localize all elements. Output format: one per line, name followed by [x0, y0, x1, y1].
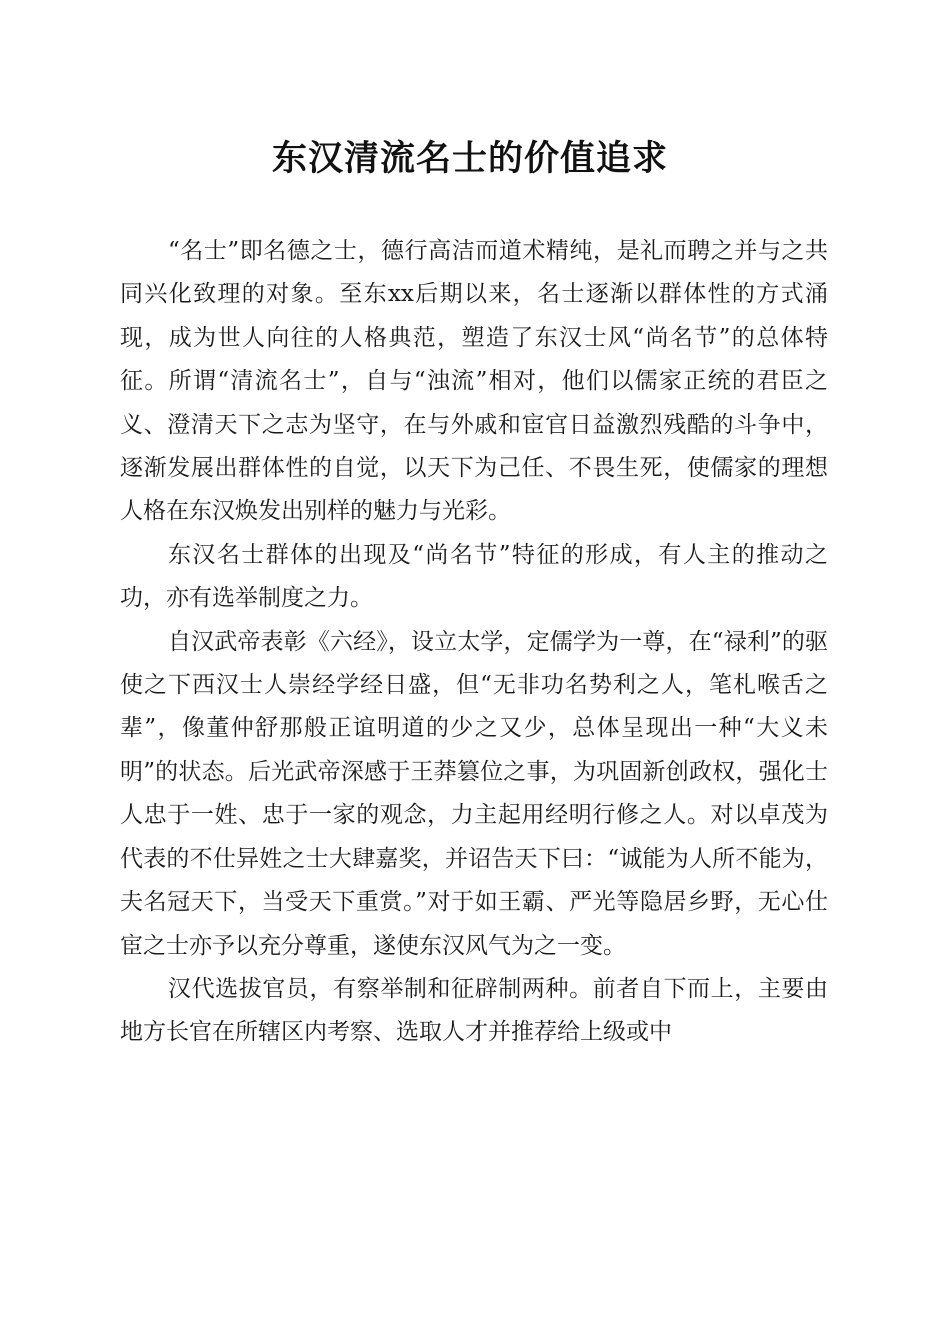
document-title: 东汉清流名士的价值追求 [271, 138, 668, 179]
paragraph: 自汉武帝表彰《六经》，设立太学，定儒学为一尊，在“禄利”的驱使之下西汉士人崇经学经日盛，但“无非功名势利之人，笔札喉舌之辈”，像董仲舒那般正谊明道的少之又少，总体呈现出一种“大义未明”的状态。后光武帝深感于王莽篡位之事，为巩固新创政权，强化士人忠于一姓、忠于一家的观念，力主起用经明行修之人。对以卓茂为代表的不仕异姓之士大肆嘉奖，并诏告天下曰：“诚能为人所不能为，夫名冠天下，当受天下重赏。”对于如王霸、严光等隐居乡野，无心仕宦之士亦予以充分尊重，遂使东汉风气为之一变。 [120, 628, 828, 959]
paragraph: 东汉名士群体的出现及“尚名节”特征的形成，有人主的推动之功，亦有选举制度之力。 [120, 541, 828, 612]
paragraph: 汉代选拔官员，有察举制和征辟制两种。前者自下而上，主要由地方长官在所辖区内考察、选取人才并推荐给上级或中 [120, 975, 828, 1046]
paragraph: “名士”即名德之士，德行高洁而道术精纯，是礼而聘之并与之共同兴化致理的对象。至东xx后期以来，名士逐渐以群体性的方式涌现，成为世人向往的人格典范，塑造了东汉士风“尚名节”的总体特征。所谓“清流名士”，自与“浊流”相对，他们以儒家正统的君臣之义、澄清天下之志为坚守，在与外戚和宦官日益激烈残酷的斗争中，逐渐发展出群体性的自觉，以天下为己任、不畏生死，使儒家的理想人格在东汉焕发出别样的魅力与光彩。 [120, 238, 828, 525]
document-body [120, 230, 828, 1055]
